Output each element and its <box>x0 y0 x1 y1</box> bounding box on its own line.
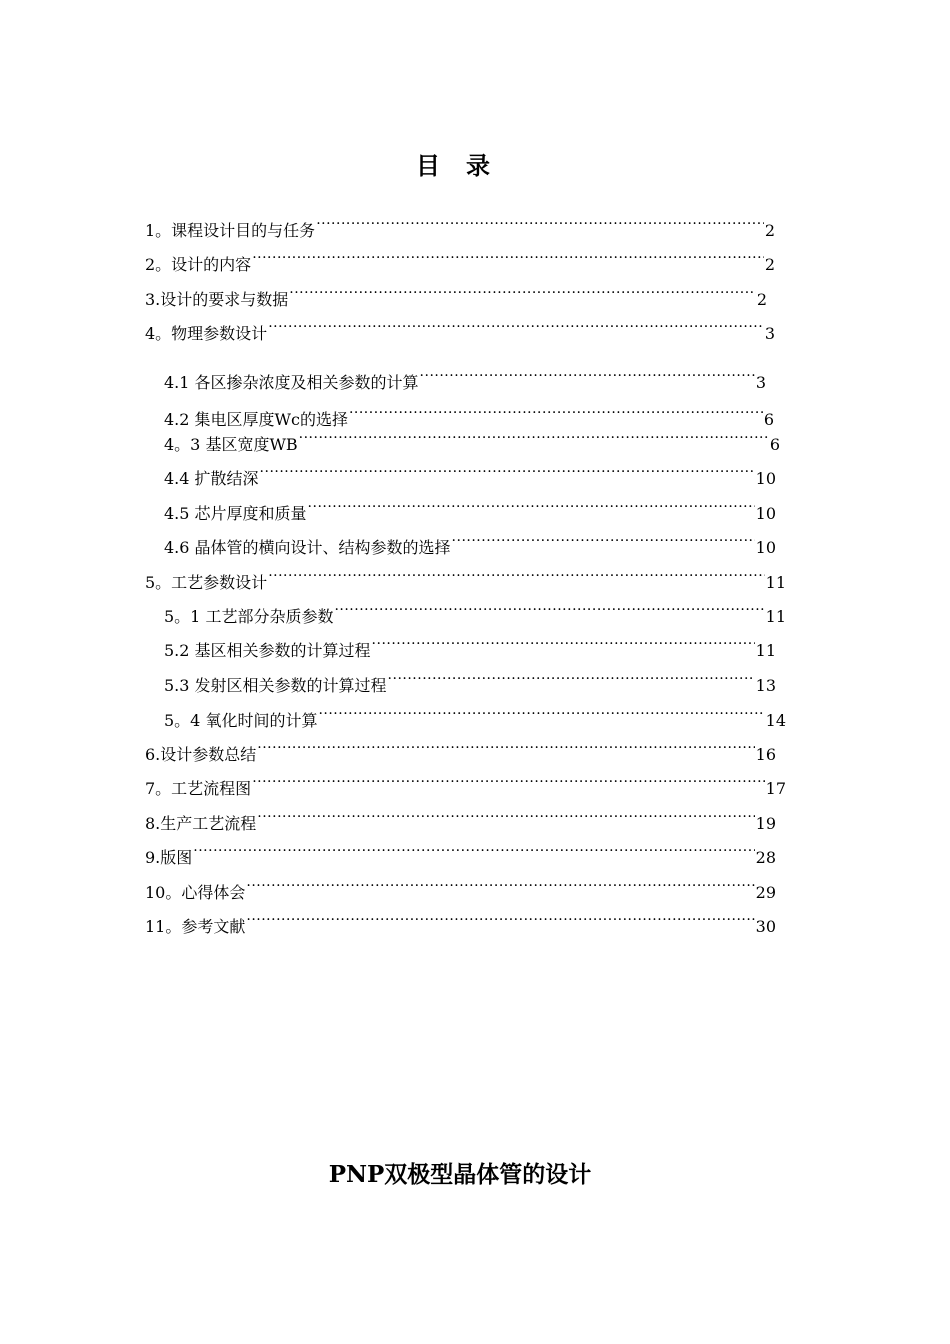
toc-leader-dots <box>316 212 764 236</box>
toc-entry-label: 7。工艺流程图 <box>145 779 252 798</box>
toc-entry-page: 16 <box>755 745 776 764</box>
toc-entry-page: 2 <box>764 255 775 274</box>
toc-entry-label: 5。1 工艺部分杂质参数 <box>164 607 334 626</box>
toc-leader-dots <box>246 908 754 932</box>
toc-entry-label: 8.生产工艺流程 <box>145 814 257 833</box>
toc-leader-dots <box>299 426 769 450</box>
toc-entry-label: 6.设计参数总结 <box>145 745 257 764</box>
toc-leader-dots <box>268 564 764 588</box>
toc-entry-page: 10 <box>755 469 776 488</box>
toc-entry[interactable] <box>145 908 776 936</box>
toc-entry-label: 5.2 基区相关参数的计算过程 <box>164 641 371 660</box>
toc-entry-page: 3 <box>764 324 775 343</box>
toc-entry[interactable] <box>145 874 776 902</box>
toc-entry[interactable] <box>164 495 776 523</box>
toc-leader-dots <box>268 315 764 339</box>
toc-entry[interactable] <box>145 770 786 798</box>
toc-entry-label: 4.5 芯片厚度和质量 <box>164 504 307 523</box>
toc-entry-page: 2 <box>764 221 775 240</box>
toc-entry[interactable] <box>145 564 786 592</box>
toc-leader-dots <box>193 839 754 863</box>
toc-entry-page: 30 <box>755 917 776 936</box>
toc-leader-dots <box>452 529 755 553</box>
toc-entry[interactable] <box>164 426 780 454</box>
toc-entry-page: 3 <box>755 373 766 392</box>
toc-entry-page: 17 <box>765 779 786 798</box>
toc-entry-page: 10 <box>755 538 776 557</box>
toc-entry[interactable] <box>164 401 774 429</box>
toc-leader-dots <box>252 770 764 794</box>
toc-entry-label: 2。设计的内容 <box>145 255 252 274</box>
toc-leader-dots <box>289 281 756 305</box>
toc-entry[interactable] <box>164 632 776 660</box>
toc-entry[interactable] <box>164 460 776 488</box>
toc-entry-page: 2 <box>756 290 767 309</box>
toc-leader-dots <box>257 736 754 760</box>
toc-entry-page: 14 <box>765 711 786 730</box>
toc-leader-dots <box>388 667 755 691</box>
toc-entry-page: 29 <box>755 883 776 902</box>
toc-entry[interactable] <box>164 529 776 557</box>
toc-entry-label: 10。心得体会 <box>145 883 246 902</box>
toc-entry-page: 11 <box>755 641 776 660</box>
toc-entry-label: 5。工艺参数设计 <box>145 573 268 592</box>
toc-entry-label: 4.2 集电区厚度Wc的选择 <box>164 410 348 429</box>
toc-entry-page: 28 <box>755 848 776 867</box>
toc-leader-dots <box>318 702 764 726</box>
toc-entry-label: 4.4 扩散结深 <box>164 469 259 488</box>
toc-entry[interactable] <box>145 805 776 833</box>
toc-leader-dots <box>349 401 763 425</box>
toc-entry-label: 4.1 各区掺杂浓度及相关参数的计算 <box>164 373 419 392</box>
toc-entry-page: 11 <box>765 573 786 592</box>
toc-leader-dots <box>257 805 754 829</box>
toc-entry[interactable] <box>145 281 767 309</box>
toc-entry[interactable] <box>145 246 775 274</box>
document-title: PNP双极型晶体管的设计 <box>328 1161 592 1188</box>
toc-entry-label: 3.设计的要求与数据 <box>145 290 289 309</box>
toc-leader-dots <box>252 246 764 270</box>
toc-entry[interactable] <box>145 212 775 240</box>
toc-entry[interactable] <box>145 839 776 867</box>
toc-leader-dots <box>308 495 755 519</box>
toc-entry[interactable] <box>164 702 786 730</box>
toc-entry[interactable] <box>145 736 776 764</box>
toc-entry-page: 6 <box>763 410 774 429</box>
toc-entry-page: 6 <box>769 435 780 454</box>
toc-leader-dots <box>246 874 754 898</box>
toc-entry-label: 4。物理参数设计 <box>145 324 268 343</box>
toc-entry[interactable] <box>164 598 786 626</box>
toc-entry-page: 10 <box>755 504 776 523</box>
toc-entry-page: 13 <box>755 676 776 695</box>
toc-leader-dots <box>260 460 755 484</box>
toc-leader-dots <box>334 598 764 622</box>
toc-entry[interactable] <box>145 315 775 343</box>
toc-title: 目录 <box>416 151 516 180</box>
toc-leader-dots <box>372 632 755 656</box>
toc-entry-label: 9.版图 <box>145 848 193 867</box>
toc-entry-label: 5.3 发射区相关参数的计算过程 <box>164 676 387 695</box>
toc-leader-dots <box>420 364 755 388</box>
toc-entry[interactable] <box>164 364 766 392</box>
toc-entry-page: 11 <box>765 607 786 626</box>
toc-entry-page: 19 <box>755 814 776 833</box>
toc-entry-label: 5。4 氧化时间的计算 <box>164 711 318 730</box>
toc-entry-label: 4.6 晶体管的横向设计、结构参数的选择 <box>164 538 451 557</box>
toc-entry-label: 4。3 基区宽度WB <box>164 435 298 454</box>
toc-entry[interactable] <box>164 667 776 695</box>
toc-entry-label: 11。参考文献 <box>145 917 246 936</box>
toc-entry-label: 1。课程设计目的与任务 <box>145 221 316 240</box>
